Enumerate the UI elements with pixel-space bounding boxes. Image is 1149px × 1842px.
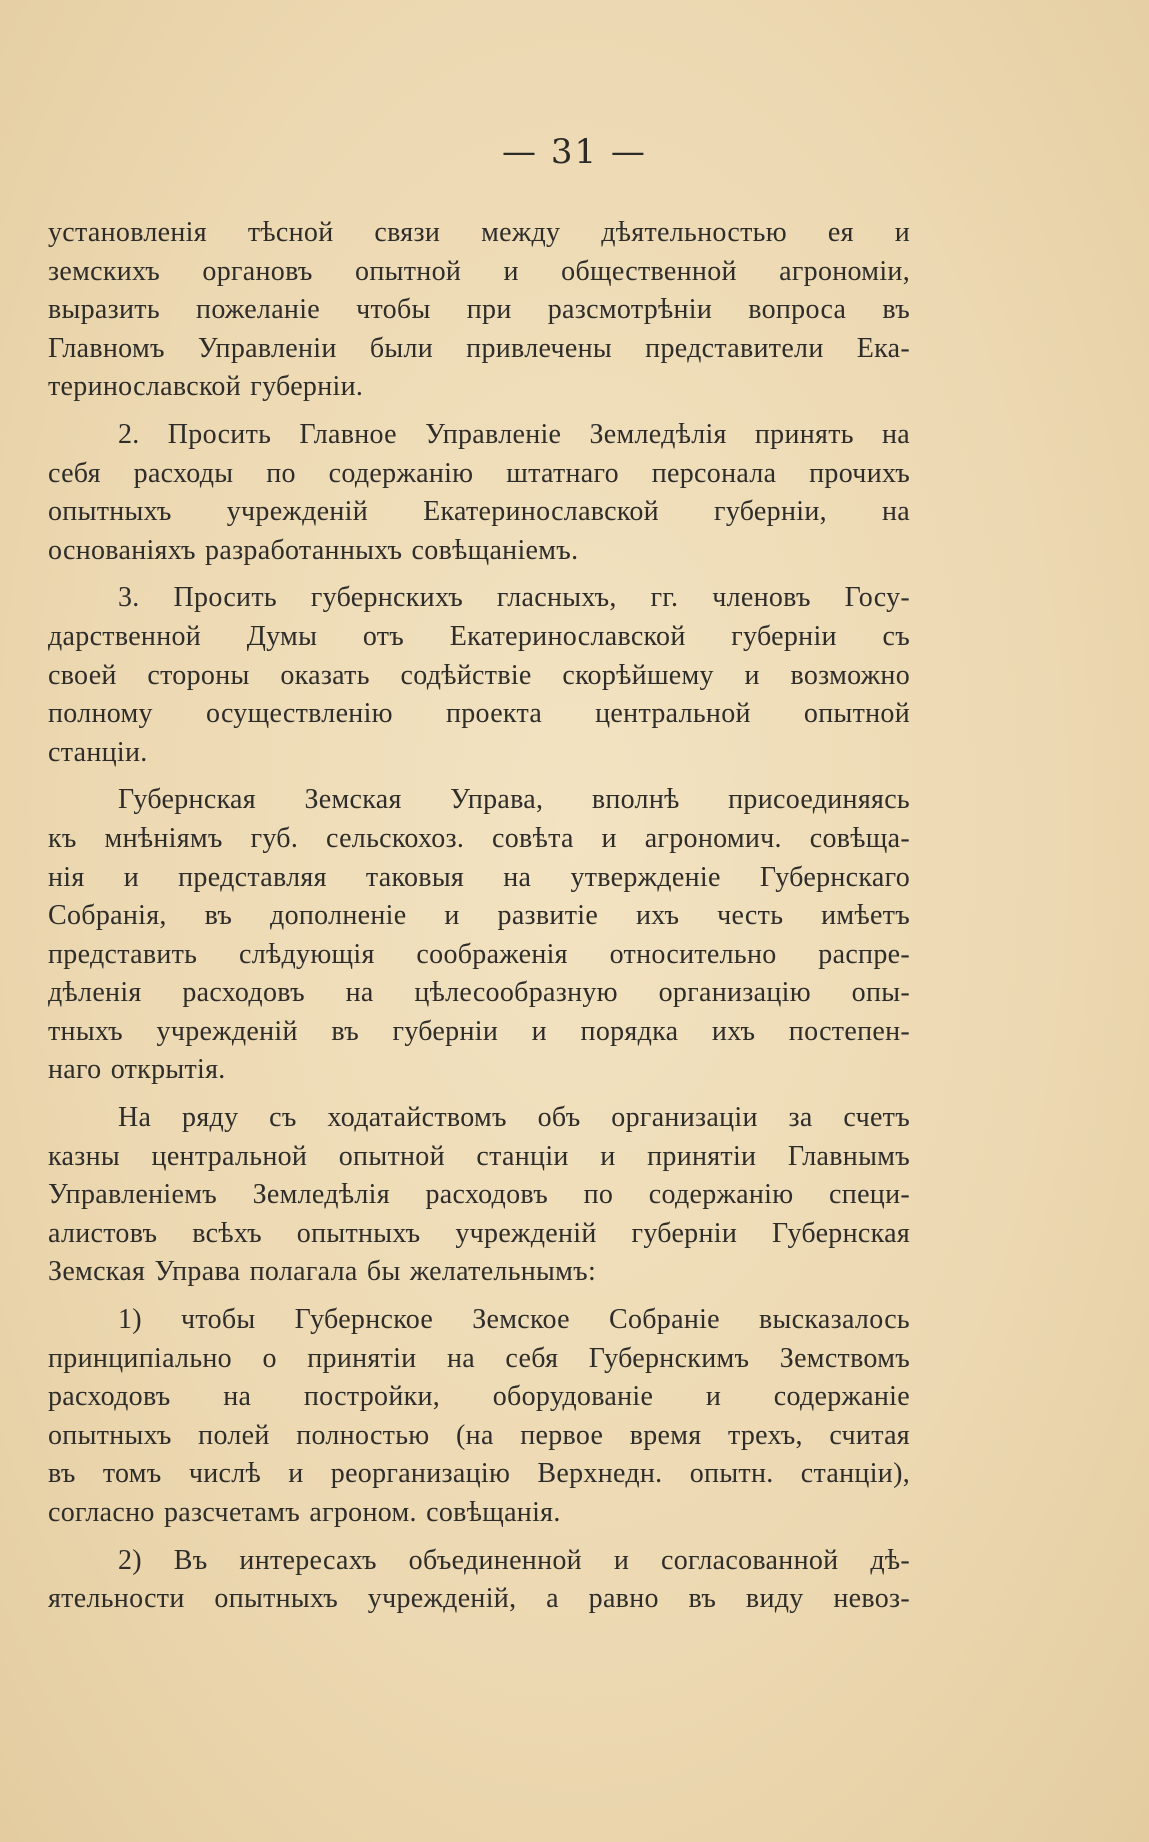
paragraph-gap (48, 1292, 910, 1301)
text-line: полному осуществленію проекта центральной опытной (48, 698, 910, 730)
text-line: выразить пожеланіе чтобы при разсмотрѣніи вопроса въ (48, 294, 910, 326)
text-line: дарственной Думы отъ Екатеринославской губерніи съ (48, 620, 910, 652)
text-line: алистовъ всѣхъ опытныхъ учрежденій губерніи Губернская (48, 1217, 910, 1249)
text-line: нія и представляя таковыя на утвержденіе Губернскаго (48, 861, 910, 893)
text-line: 1) чтобы Губернское Земское Собраніе высказалось (118, 1304, 910, 1336)
paragraph (48, 579, 910, 772)
paragraph (48, 1099, 910, 1292)
paragraph (48, 214, 910, 407)
text-line: установленія тѣсной связи между дѣятельностью ея и (48, 217, 910, 248)
text-line: 2) Въ интересахъ объединенной и согласованной дѣ- (118, 1544, 910, 1576)
page-number: — 31 — (502, 132, 647, 172)
text-line: На ряду съ ходатайствомъ объ организаціи за счетъ (118, 1102, 910, 1134)
text-line: согласно разсчетамъ агроном. совѣщанія. (48, 1497, 561, 1528)
text-line: въ томъ числѣ и реорганизацію Верхнедн. опытн. станціи), (48, 1458, 910, 1490)
text-line: расходовъ на постройки, оборудованіе и содержаніе (48, 1381, 910, 1413)
text-line: своей стороны оказать содѣйствіе скорѣйшему и возможно (48, 659, 910, 691)
paragraph (48, 1542, 910, 1619)
paragraph (48, 1301, 910, 1533)
text-line: опытныхъ полей полностью (на первое время трехъ, считая (48, 1419, 910, 1451)
text-line: къ мнѣніямъ губ. сельскохоз. совѣта и агрономич. совѣща- (48, 822, 910, 854)
text-line: 2. Просить Главное Управленіе Земледѣлія принять на (118, 418, 910, 450)
text-line: ятельности опытныхъ учрежденій, а равно въ виду невоз- (48, 1583, 910, 1615)
text-line: основаніяхъ разработанныхъ совѣщаніемъ. (48, 534, 579, 566)
paragraph-gap (48, 1533, 910, 1542)
text-line: Собранія, въ дополненіе и развитіе ихъ честь имѣетъ (48, 900, 910, 932)
text-line: теринославской губерніи. (48, 371, 364, 403)
paragraph-gap (48, 407, 910, 416)
text-line: наго открытія. (48, 1054, 226, 1086)
paragraph-gap (48, 570, 910, 579)
paragraph-gap (48, 772, 910, 781)
paragraph-gap (48, 1090, 910, 1099)
text-line: себя расходы по содержанію штатнаго персонала прочихъ (48, 457, 910, 489)
text-line: Главномъ Управленіи были привлечены представители Ека- (48, 332, 910, 364)
paragraph (48, 781, 910, 1090)
text-line: Управленіемъ Земледѣлія расходовъ по содержанію специ- (48, 1179, 910, 1211)
text-line: Земская Управа полагала бы желательнымъ: (48, 1256, 597, 1288)
text-line: станціи. (48, 736, 148, 768)
text-line: казны центральной опытной станціи и принятіи Главнымъ (48, 1140, 910, 1172)
text-line: представить слѣдующія соображенія относительно распре- (48, 938, 910, 970)
text-line: тныхъ учрежденій въ губерніи и порядка ихъ постепен- (48, 1015, 910, 1047)
paragraph (48, 416, 910, 570)
text-line: 3. Просить губернскихъ гласныхъ, гг. членовъ Госу- (118, 582, 910, 614)
text-line: опытныхъ учрежденій Екатеринославской губерніи, на (48, 496, 910, 528)
text-line: принципіально о принятіи на себя Губернскимъ Земствомъ (48, 1342, 910, 1374)
body-text (48, 214, 910, 1619)
text-line: земскихъ органовъ опытной и общественной агрономіи, (48, 255, 910, 287)
text-line: Губернская Земская Управа, вполнѣ присоединяясь (118, 784, 910, 816)
text-line: дѣленія расходовъ на цѣлесообразную организацію опы- (48, 977, 910, 1009)
